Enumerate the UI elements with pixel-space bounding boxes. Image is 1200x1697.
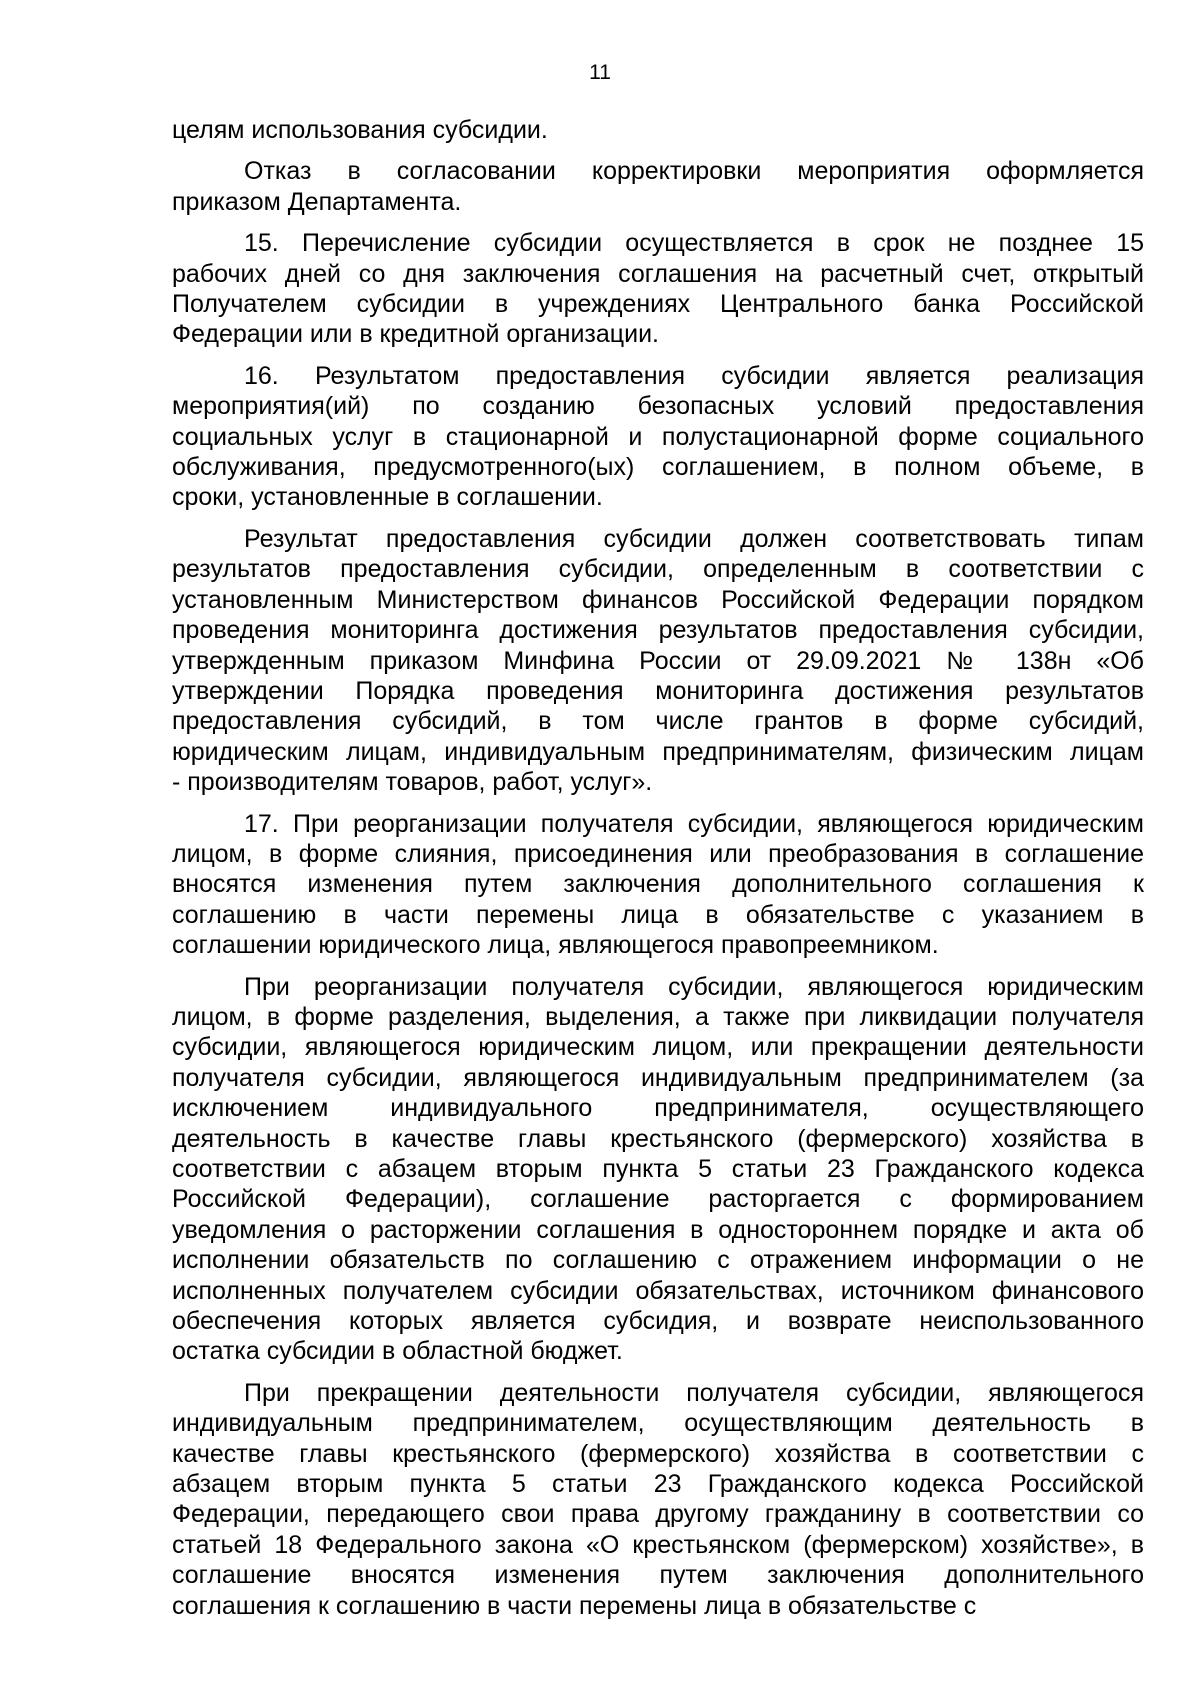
- text-line: 17. При реорганизации получателя субсидии, являющегося юридическим: [244, 809, 1144, 838]
- text-line: утвержденным приказом Минфина России от 29.09.2021 № 138н «Об: [172, 646, 1144, 675]
- text-line: предоставления субсидий, в том числе грантов в форме субсидий,: [172, 707, 1144, 736]
- text-line: деятельность в качестве главы крестьянского (фермерского) хозяйства в: [172, 1124, 1144, 1153]
- text-line: уведомления о расторжении соглашения в одностороннем порядке и акта об: [172, 1215, 1144, 1244]
- text-line: индивидуальным предпринимателем, осуществляющим деятельность в: [172, 1409, 1144, 1438]
- text-line: вносятся изменения путем заключения дополнительного соглашения к: [172, 870, 1144, 899]
- text-line: 15. Перечисление субсидии осуществляется в срок не позднее 15: [244, 229, 1144, 258]
- text-line: качестве главы крестьянского (фермерского) хозяйства в соответствии с: [172, 1439, 1144, 1468]
- text-line: статьей 18 Федерального закона «О крестьянском (фермерском) хозяйстве», в: [172, 1530, 1144, 1559]
- text-line: Получателем субсидии в учреждениях Центрального банка Российской: [172, 290, 1144, 319]
- paragraph: [172, 809, 1144, 961]
- text-line: утверждении Порядка проведения мониторинга достижения результатов: [172, 676, 1144, 705]
- text-line: лицом, в форме разделения, выделения, а также при ликвидации получателя: [172, 1002, 1144, 1031]
- paragraph: [172, 156, 1144, 217]
- text-line: - производителям товаров, работ, услуг».: [172, 768, 653, 797]
- text-line: обслуживания, предусмотренного(ых) соглашением, в полном объеме, в: [172, 453, 1144, 482]
- text-line: исполненных получателем субсидии обязательствах, источником финансового: [172, 1276, 1144, 1305]
- text-line: получателя субсидии, являющегося индивидуальным предпринимателем (за: [172, 1063, 1144, 1092]
- text-line: Российской Федерации), соглашение расторгается с формированием: [172, 1185, 1144, 1214]
- text-line: Федерации или в кредитной организации.: [172, 320, 659, 349]
- text-line: приказом Департамента.: [172, 187, 462, 216]
- text-line: соглашению в части перемены лица в обязательстве с указанием в: [172, 900, 1144, 929]
- text-line: целям использования субсидии.: [172, 116, 548, 144]
- text-line: исполнении обязательств по соглашению с отражением информации о не: [172, 1246, 1144, 1275]
- paragraph: [172, 1378, 1144, 1621]
- document-body: [172, 115, 1144, 1632]
- text-line: сроки, установленные в соглашении.: [172, 483, 603, 512]
- text-line: результатов предоставления субсидии, определенным в соответствии с: [172, 555, 1144, 584]
- paragraph: [172, 972, 1144, 1367]
- paragraph: [172, 115, 1144, 145]
- text-line: При прекращении деятельности получателя субсидии, являющегося: [244, 1378, 1144, 1407]
- text-line: рабочих дней со дня заключения соглашения на расчетный счет, открытый: [172, 259, 1144, 288]
- text-line: лицом, в форме слияния, присоединения или преобразования в соглашение: [172, 839, 1144, 868]
- text-line: социальных услуг в стационарной и полустационарной форме социального: [172, 422, 1144, 451]
- text-line: соглашении юридического лица, являющегося правопреемником.: [172, 931, 939, 960]
- text-line: мероприятия(ий) по созданию безопасных условий предоставления: [172, 392, 1144, 421]
- text-line: Федерации, передающего свои права другому гражданину в соответствии со: [172, 1500, 1144, 1529]
- paragraph: [172, 524, 1144, 798]
- text-line: юридическим лицам, индивидуальным предпринимателям, физическим лицам: [172, 737, 1144, 766]
- text-line: 16. Результатом предоставления субсидии является реализация: [244, 361, 1144, 390]
- paragraph: [172, 228, 1144, 350]
- paragraph: [172, 361, 1144, 513]
- text-line: субсидии, являющегося юридическим лицом, или прекращении деятельности: [172, 1033, 1144, 1062]
- text-line: Отказ в согласовании корректировки мероприятия оформляется: [244, 157, 1144, 186]
- text-line: исключением индивидуального предпринимателя, осуществляющего: [172, 1094, 1144, 1123]
- text-line: соглашение вносятся изменения путем заключения дополнительного: [172, 1561, 1144, 1590]
- text-line: остатка субсидии в областной бюджет.: [172, 1337, 623, 1366]
- text-line: установленным Министерством финансов Российской Федерации порядком: [172, 585, 1144, 614]
- text-line: Результат предоставления субсидии должен соответствовать типам: [244, 524, 1144, 553]
- text-line: абзацем вторым пункта 5 статьи 23 Гражданского кодекса Российской: [172, 1470, 1144, 1499]
- text-line: соглашения к соглашению в части перемены лица в обязательстве с: [172, 1591, 977, 1620]
- page-number: 11: [589, 61, 611, 84]
- text-line: При реорганизации получателя субсидии, являющегося юридическим: [244, 972, 1144, 1001]
- text-line: соответствии с абзацем вторым пункта 5 статьи 23 Гражданского кодекса: [172, 1155, 1144, 1183]
- text-line: проведения мониторинга достижения результатов предоставления субсидии,: [172, 616, 1144, 645]
- text-line: обеспечения которых является субсидия, и возврате неиспользованного: [172, 1307, 1144, 1336]
